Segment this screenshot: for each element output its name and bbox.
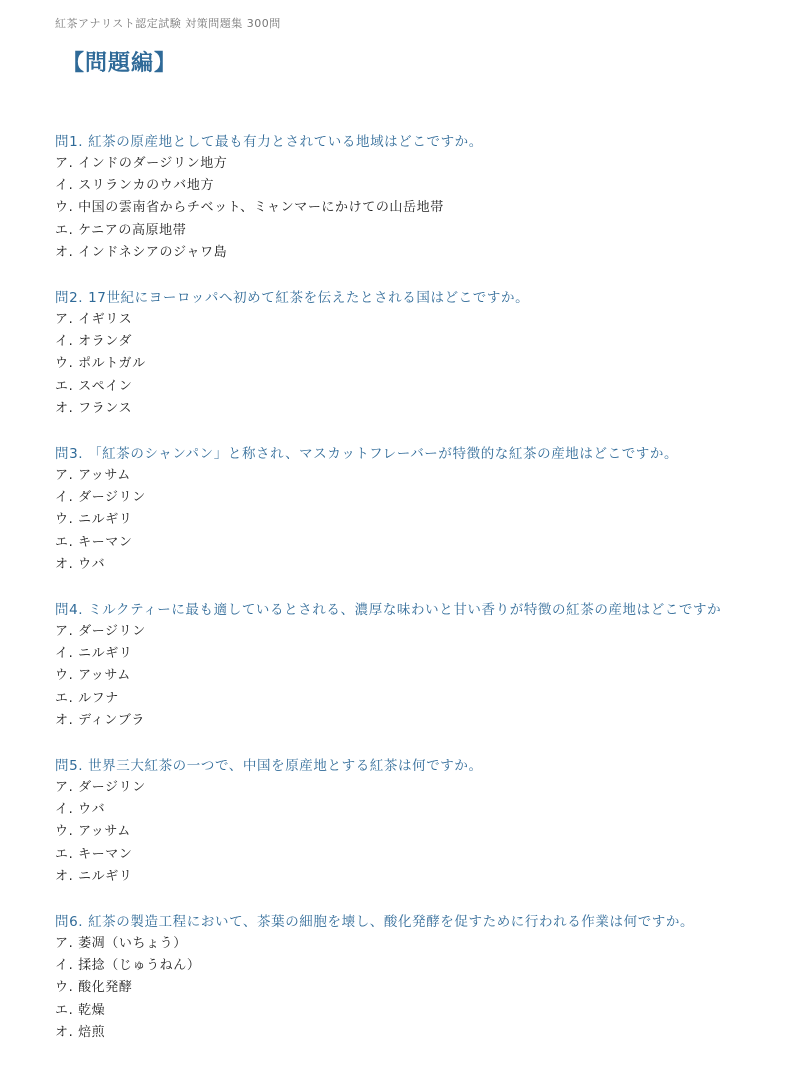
choice-i: イ. 揉捻（じゅうねん）	[55, 958, 201, 974]
choice-u: ウ. ポルトガル	[55, 356, 146, 372]
choice-e: エ. キーマン	[55, 534, 133, 550]
choice-e: エ. 乾燥	[55, 1002, 106, 1018]
question-text: 問5. 世界三大紅茶の一つで、中国を原産地とする紅茶は何ですか。	[55, 758, 483, 774]
choice-o: オ. ウバ	[55, 556, 106, 572]
choice-u: ウ. アッサム	[55, 824, 131, 840]
choice-e: エ. スペイン	[55, 378, 133, 394]
question-text: 問6. 紅茶の製造工程において、茶葉の細胞を壊し、酸化発酵を促すために行われる作業は何ですか。	[55, 914, 695, 930]
choice-i: イ. スリランカのウバ地方	[55, 178, 215, 194]
choice-e: エ. ケニアの高原地帯	[55, 222, 187, 238]
choice-a: ア. インドのダージリン地方	[55, 156, 228, 171]
choice-o: オ. ニルギリ	[55, 868, 133, 884]
choice-a: ア. ダージリン	[55, 780, 146, 795]
choice-u: ウ. 中国の雲南省からチベット、ミャンマーにかけての山岳地帯	[55, 200, 444, 216]
running-header: 紅茶アナリスト認定試験 対策問題集 300問	[55, 17, 281, 30]
choice-i: イ. ウバ	[55, 802, 106, 818]
question-2	[55, 287, 788, 443]
question-text: 問4. ミルクティーに最も適しているとされる、濃厚な味わいと甘い香りが特徴の紅茶の産地はどこですか	[55, 602, 722, 618]
choice-a: ア. 萎凋（いちょう）	[55, 936, 187, 951]
question-text: 問3. 「紅茶のシャンパン」と称され、マスカットフレーバーが特徴的な紅茶の産地はどこですか。	[55, 446, 679, 462]
choice-i: イ. ニルギリ	[55, 646, 133, 662]
question-text: 問2. 17世紀にヨーロッパへ初めて紅茶を伝えたとされる国はどこですか。	[55, 290, 530, 306]
choice-e: エ. キーマン	[55, 846, 133, 862]
choice-i: イ. ダージリン	[55, 490, 146, 506]
choice-o: オ. 焙煎	[55, 1024, 106, 1040]
question-5	[55, 755, 788, 911]
choice-o: オ. インドネシアのジャワ島	[55, 244, 228, 260]
question-4	[55, 599, 788, 755]
question-6	[55, 911, 788, 1067]
choice-u: ウ. アッサム	[55, 668, 131, 684]
choice-o: オ. フランス	[55, 400, 133, 416]
choice-e: エ. ルフナ	[55, 690, 119, 706]
choice-u: ウ. 酸化発酵	[55, 980, 133, 996]
choice-a: ア. アッサム	[55, 468, 131, 483]
choice-o: オ. ディンブラ	[55, 712, 146, 728]
choice-i: イ. オランダ	[55, 334, 132, 350]
question-text: 問1. 紅茶の原産地として最も有力とされている地域はどこですか。	[55, 134, 483, 150]
question-3	[55, 443, 788, 599]
choice-a: ア. ダージリン	[55, 624, 146, 639]
section-title: 【問題編】	[62, 51, 178, 76]
choice-u: ウ. ニルギリ	[55, 512, 133, 528]
choice-a: ア. イギリス	[55, 312, 133, 327]
question-list	[55, 131, 788, 1067]
question-1	[55, 131, 788, 287]
